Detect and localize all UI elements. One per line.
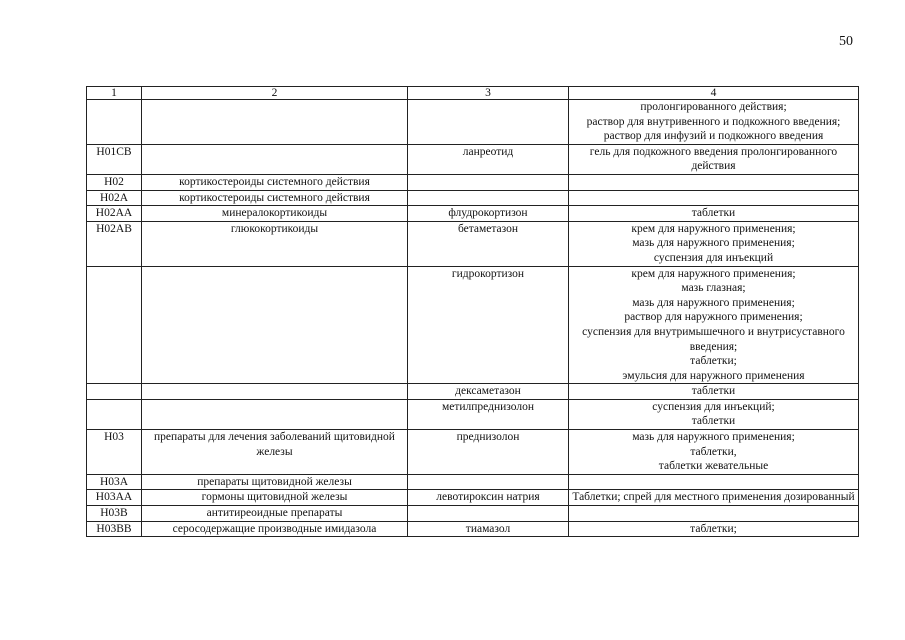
substance-cell: флудрокортизон (408, 206, 569, 222)
form-line: крем для наружного применения; (631, 222, 796, 235)
group-cell: препараты щитовидной железы (142, 474, 408, 490)
table-row (87, 384, 859, 400)
table-row (87, 100, 859, 145)
group-cell (142, 399, 408, 429)
form-line: раствор для инфузий и подкожного введения (603, 130, 824, 143)
form-line: мазь глазная; (681, 282, 746, 295)
form-line: суспензия для инъекций; (652, 400, 775, 413)
table-row (87, 144, 859, 174)
column-header: 3 (408, 87, 569, 100)
forms-cell (569, 144, 859, 174)
form-line: таблетки жевательные (658, 460, 769, 473)
group-cell: глюкокортикоиды (142, 221, 408, 266)
forms-cell (569, 399, 859, 429)
group-cell (142, 144, 408, 174)
substance-cell (408, 174, 569, 190)
form-line: таблетки (691, 207, 736, 220)
forms-cell (569, 174, 859, 190)
forms-cell (569, 100, 859, 145)
substance-cell: дексаметазон (408, 384, 569, 400)
table-row (87, 474, 859, 490)
substance-cell: левотироксин натрия (408, 490, 569, 506)
atc-code-cell (87, 384, 142, 400)
group-cell: препараты для лечения заболеваний щитовидной железы (142, 430, 408, 475)
atc-code-cell: H03B (87, 506, 142, 522)
form-line: таблетки, (690, 445, 737, 458)
table-row (87, 221, 859, 266)
form-line: таблетки; (690, 355, 737, 368)
forms-cell (569, 506, 859, 522)
form-line: таблетки (691, 415, 736, 428)
column-header: 1 (87, 87, 142, 100)
group-cell: кортикостероиды системного действия (142, 174, 408, 190)
atc-code-cell: H03A (87, 474, 142, 490)
header-row (87, 87, 859, 100)
forms-cell (569, 266, 859, 384)
form-line: таблетки (691, 385, 736, 398)
atc-code-cell (87, 100, 142, 145)
substance-cell (408, 100, 569, 145)
form-line: раствор для наружного применения; (624, 311, 803, 324)
substance-cell: тиамазол (408, 521, 569, 537)
forms-cell (569, 521, 859, 537)
form-line: суспензия для внутримышечного и внутрисуставного введения; (582, 325, 845, 353)
group-cell (142, 100, 408, 145)
forms-cell (569, 206, 859, 222)
form-line: эмульсия для наружного применения (622, 369, 805, 382)
atc-code-cell: H03 (87, 430, 142, 475)
table-row (87, 521, 859, 537)
form-line: крем для наружного применения; (631, 267, 796, 280)
group-cell (142, 266, 408, 384)
atc-code-cell: H02AA (87, 206, 142, 222)
table-row (87, 190, 859, 206)
atc-code-cell: H02 (87, 174, 142, 190)
form-line: мазь для наружного применения; (632, 237, 795, 250)
forms-cell (569, 221, 859, 266)
table-row (87, 206, 859, 222)
atc-code-cell: H03AA (87, 490, 142, 506)
substance-cell (408, 474, 569, 490)
table-row (87, 266, 859, 384)
table-row (87, 430, 859, 475)
atc-code-cell: H03BB (87, 521, 142, 537)
form-line: суспензия для инъекций (653, 251, 774, 264)
forms-cell (569, 490, 859, 506)
table-row (87, 399, 859, 429)
atc-code-cell: H01CB (87, 144, 142, 174)
table-row (87, 506, 859, 522)
forms-cell (569, 430, 859, 475)
forms-cell (569, 474, 859, 490)
atc-code-cell: H02A (87, 190, 142, 206)
forms-cell (569, 384, 859, 400)
forms-cell (569, 190, 859, 206)
substance-cell: гидрокортизон (408, 266, 569, 384)
form-line: мазь для наружного применения; (632, 296, 795, 309)
substance-cell: преднизолон (408, 430, 569, 475)
atc-code-cell (87, 399, 142, 429)
group-cell (142, 384, 408, 400)
group-cell: гормоны щитовидной железы (142, 490, 408, 506)
substance-cell: метилпреднизолон (408, 399, 569, 429)
substance-cell: ланреотид (408, 144, 569, 174)
form-line: Таблетки; спрей для местного применения дозированный (572, 491, 855, 504)
group-cell: серосодержащие производные имидазола (142, 521, 408, 537)
page-number: 50 (839, 34, 853, 49)
substance-cell (408, 190, 569, 206)
table-row (87, 490, 859, 506)
table-row (87, 174, 859, 190)
group-cell: кортикостероиды системного действия (142, 190, 408, 206)
atc-code-cell (87, 266, 142, 384)
group-cell: минералокортикоиды (142, 206, 408, 222)
form-line: мазь для наружного применения; (632, 431, 795, 444)
drug-table (86, 86, 859, 537)
form-line: раствор для внутривенного и подкожного введения; (586, 115, 841, 128)
form-line: гель для подкожного введения пролонгированного действия (589, 145, 838, 173)
group-cell: антитиреоидные препараты (142, 506, 408, 522)
substance-cell (408, 506, 569, 522)
atc-code-cell: H02AB (87, 221, 142, 266)
substance-cell: бетаметазон (408, 221, 569, 266)
form-line: таблетки; (690, 522, 737, 535)
form-line: пролонгированного действия; (640, 101, 787, 113)
column-header: 4 (569, 87, 859, 100)
column-header: 2 (142, 87, 408, 100)
